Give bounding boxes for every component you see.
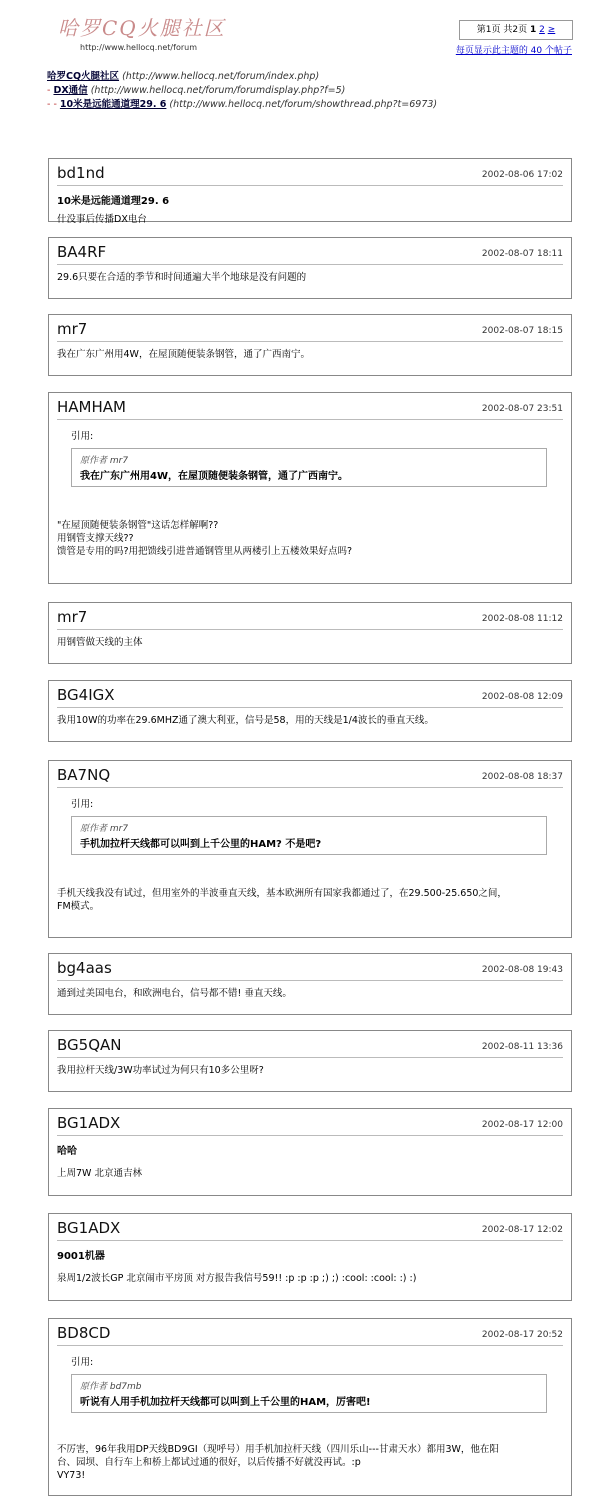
post-author: BG1ADX xyxy=(57,1114,121,1132)
post-author: BD8CD xyxy=(57,1324,111,1342)
post-author: BA4RF xyxy=(57,243,107,261)
breadcrumb-thread-link[interactable]: 10米是远能通道理29. 6 xyxy=(59,99,167,110)
pagination xyxy=(459,20,573,40)
post-body: 我用10W的功率在29.6MHZ通了澳大利亚，信号是58，用的天线是1/4波长的垂直天线。 xyxy=(57,715,434,726)
page-current: 1 xyxy=(529,25,537,35)
post-author: BA7NQ xyxy=(57,766,111,784)
quote-author: 原作者 mr7 xyxy=(80,456,129,466)
forum-logo[interactable] xyxy=(58,12,228,52)
post-author: BG5QAN xyxy=(57,1036,122,1054)
breadcrumb-forum-link[interactable]: 哈罗CQ火腿社区 xyxy=(47,71,120,82)
breadcrumb-dash: - - xyxy=(47,99,57,110)
breadcrumb-section-link[interactable]: DX通信 xyxy=(53,85,88,96)
post xyxy=(48,953,572,1015)
post xyxy=(48,680,572,742)
post-date: 2002-08-08 12:09 xyxy=(481,692,563,702)
post-author: BG1ADX xyxy=(57,1219,121,1237)
post xyxy=(48,1108,572,1196)
post-body: 泉周1/2波长GP 北京闹市平房顶 对方报告我信号59!! :p :p :p ;) ;) :cool: :cool: :) :) xyxy=(57,1273,417,1284)
quote-label: 引用: xyxy=(71,431,94,442)
post-author: mr7 xyxy=(57,608,88,626)
page-info: 第1页 共2页 xyxy=(476,25,528,35)
quote-box xyxy=(71,1374,547,1413)
post xyxy=(48,760,572,938)
post-date: 2002-08-17 20:52 xyxy=(481,1330,563,1340)
post-author: bg4aas xyxy=(57,959,112,977)
post-subject: 10米是远能通道理29. 6 xyxy=(57,196,170,207)
post-date: 2002-08-08 18:37 xyxy=(481,772,563,782)
breadcrumb-forum-url: (http://www.hellocq.net/forum/index.php) xyxy=(122,71,320,82)
post-body: 我在广东广州用4W，在屋顶随便装条钢管，通了广西南宁。 xyxy=(57,349,310,360)
post-body: 通到过美国电台，和欧洲电台，信号都不错! 垂直天线。 xyxy=(57,988,292,999)
post-body: 29.6只要在合适的季节和时间通遍大半个地球是没有问题的 xyxy=(57,272,307,283)
breadcrumb-thread-url: (http://www.hellocq.net/forum/showthread.php?t=6973) xyxy=(169,99,438,110)
quote-text: 我在广东广州用4W，在屋顶随便装条钢管，通了广西南宁。 xyxy=(80,471,348,482)
post xyxy=(48,602,572,664)
post-date: 2002-08-07 18:15 xyxy=(481,326,563,336)
post-body: 什没事后传播DX电台 xyxy=(57,214,147,225)
post-subject: 哈哈 xyxy=(57,1146,77,1157)
post-date: 2002-08-17 12:02 xyxy=(481,1225,563,1235)
logo-url: http://www.hellocq.net/forum xyxy=(80,43,197,52)
post-author: bd1nd xyxy=(57,164,105,182)
quote-text: 听说有人用手机加拉杆天线都可以叫到上千公里的HAM，厉害吧! xyxy=(80,1397,371,1408)
next-page-link[interactable]: ≥ xyxy=(547,25,556,35)
post-date: 2002-08-08 19:43 xyxy=(481,965,563,975)
post-body: 不厉害，96年我用DP天线BD9GI（现呼号）用手机加拉杆天线（四川乐山---甘肃天水）都用3W，他在阳 台、园坝、自行车上和桥上都试过通的很好，以后传播不好就没再试。:p VY73! xyxy=(57,1444,499,1481)
post-date: 2002-08-07 18:11 xyxy=(481,249,563,259)
breadcrumb-dash: - xyxy=(47,85,51,96)
post-date: 2002-08-17 12:00 xyxy=(481,1120,563,1130)
post-author: BG4IGX xyxy=(57,686,115,704)
quote-box xyxy=(71,816,547,855)
post-body: "在屋顶随便装条钢管"这话怎样解啊?? 用钢管支撑天线?? 馈管是专用的吗?用把馈线引进普通钢管里从两楼引上五楼效果好点吗? xyxy=(57,520,353,557)
post-body: 手机天线我没有试过，但用室外的半波垂直天线，基本欧洲所有国家我都通过了，在29.500-25.650之间， FM模式。 xyxy=(57,888,507,912)
post-body: 上周7W 北京通吉林 xyxy=(57,1168,142,1179)
post xyxy=(48,392,572,584)
post-date: 2002-08-06 17:02 xyxy=(481,170,563,180)
quote-text: 手机加拉杆天线都可以叫到上千公里的HAM? 不是吧? xyxy=(80,839,322,850)
post-subject: 9001机器 xyxy=(57,1251,105,1262)
quote-label: 引用: xyxy=(71,1357,94,1368)
post-date: 2002-08-08 11:12 xyxy=(481,614,563,624)
quote-label: 引用: xyxy=(71,799,94,810)
quote-author: 原作者 mr7 xyxy=(80,824,129,834)
post xyxy=(48,314,572,376)
post-body: 用钢管做天线的主体 xyxy=(57,637,143,648)
post xyxy=(48,237,572,299)
posts-per-page-link[interactable]: 每页显示此主题的 40 个帖子 xyxy=(455,46,572,56)
post xyxy=(48,158,572,225)
page-2-link[interactable]: 2 xyxy=(539,25,545,35)
post-author: mr7 xyxy=(57,320,88,338)
post-date: 2002-08-07 23:51 xyxy=(481,404,563,414)
post-body: 我用拉杆天线/3W功率试过为何只有10多公里呀? xyxy=(57,1065,264,1076)
post xyxy=(48,1318,572,1496)
quote-author: 原作者 bd7mb xyxy=(80,1382,142,1392)
logo-title: 哈罗CQ火腿社区 xyxy=(58,16,226,40)
post xyxy=(48,1030,572,1092)
post-date: 2002-08-11 13:36 xyxy=(481,1042,563,1052)
post-author: HAMHAM xyxy=(57,398,126,416)
quote-box xyxy=(71,448,547,487)
breadcrumb xyxy=(47,70,437,112)
breadcrumb-section-url: (http://www.hellocq.net/forum/forumdisplay.php?f=5) xyxy=(90,85,346,96)
post xyxy=(48,1213,572,1301)
